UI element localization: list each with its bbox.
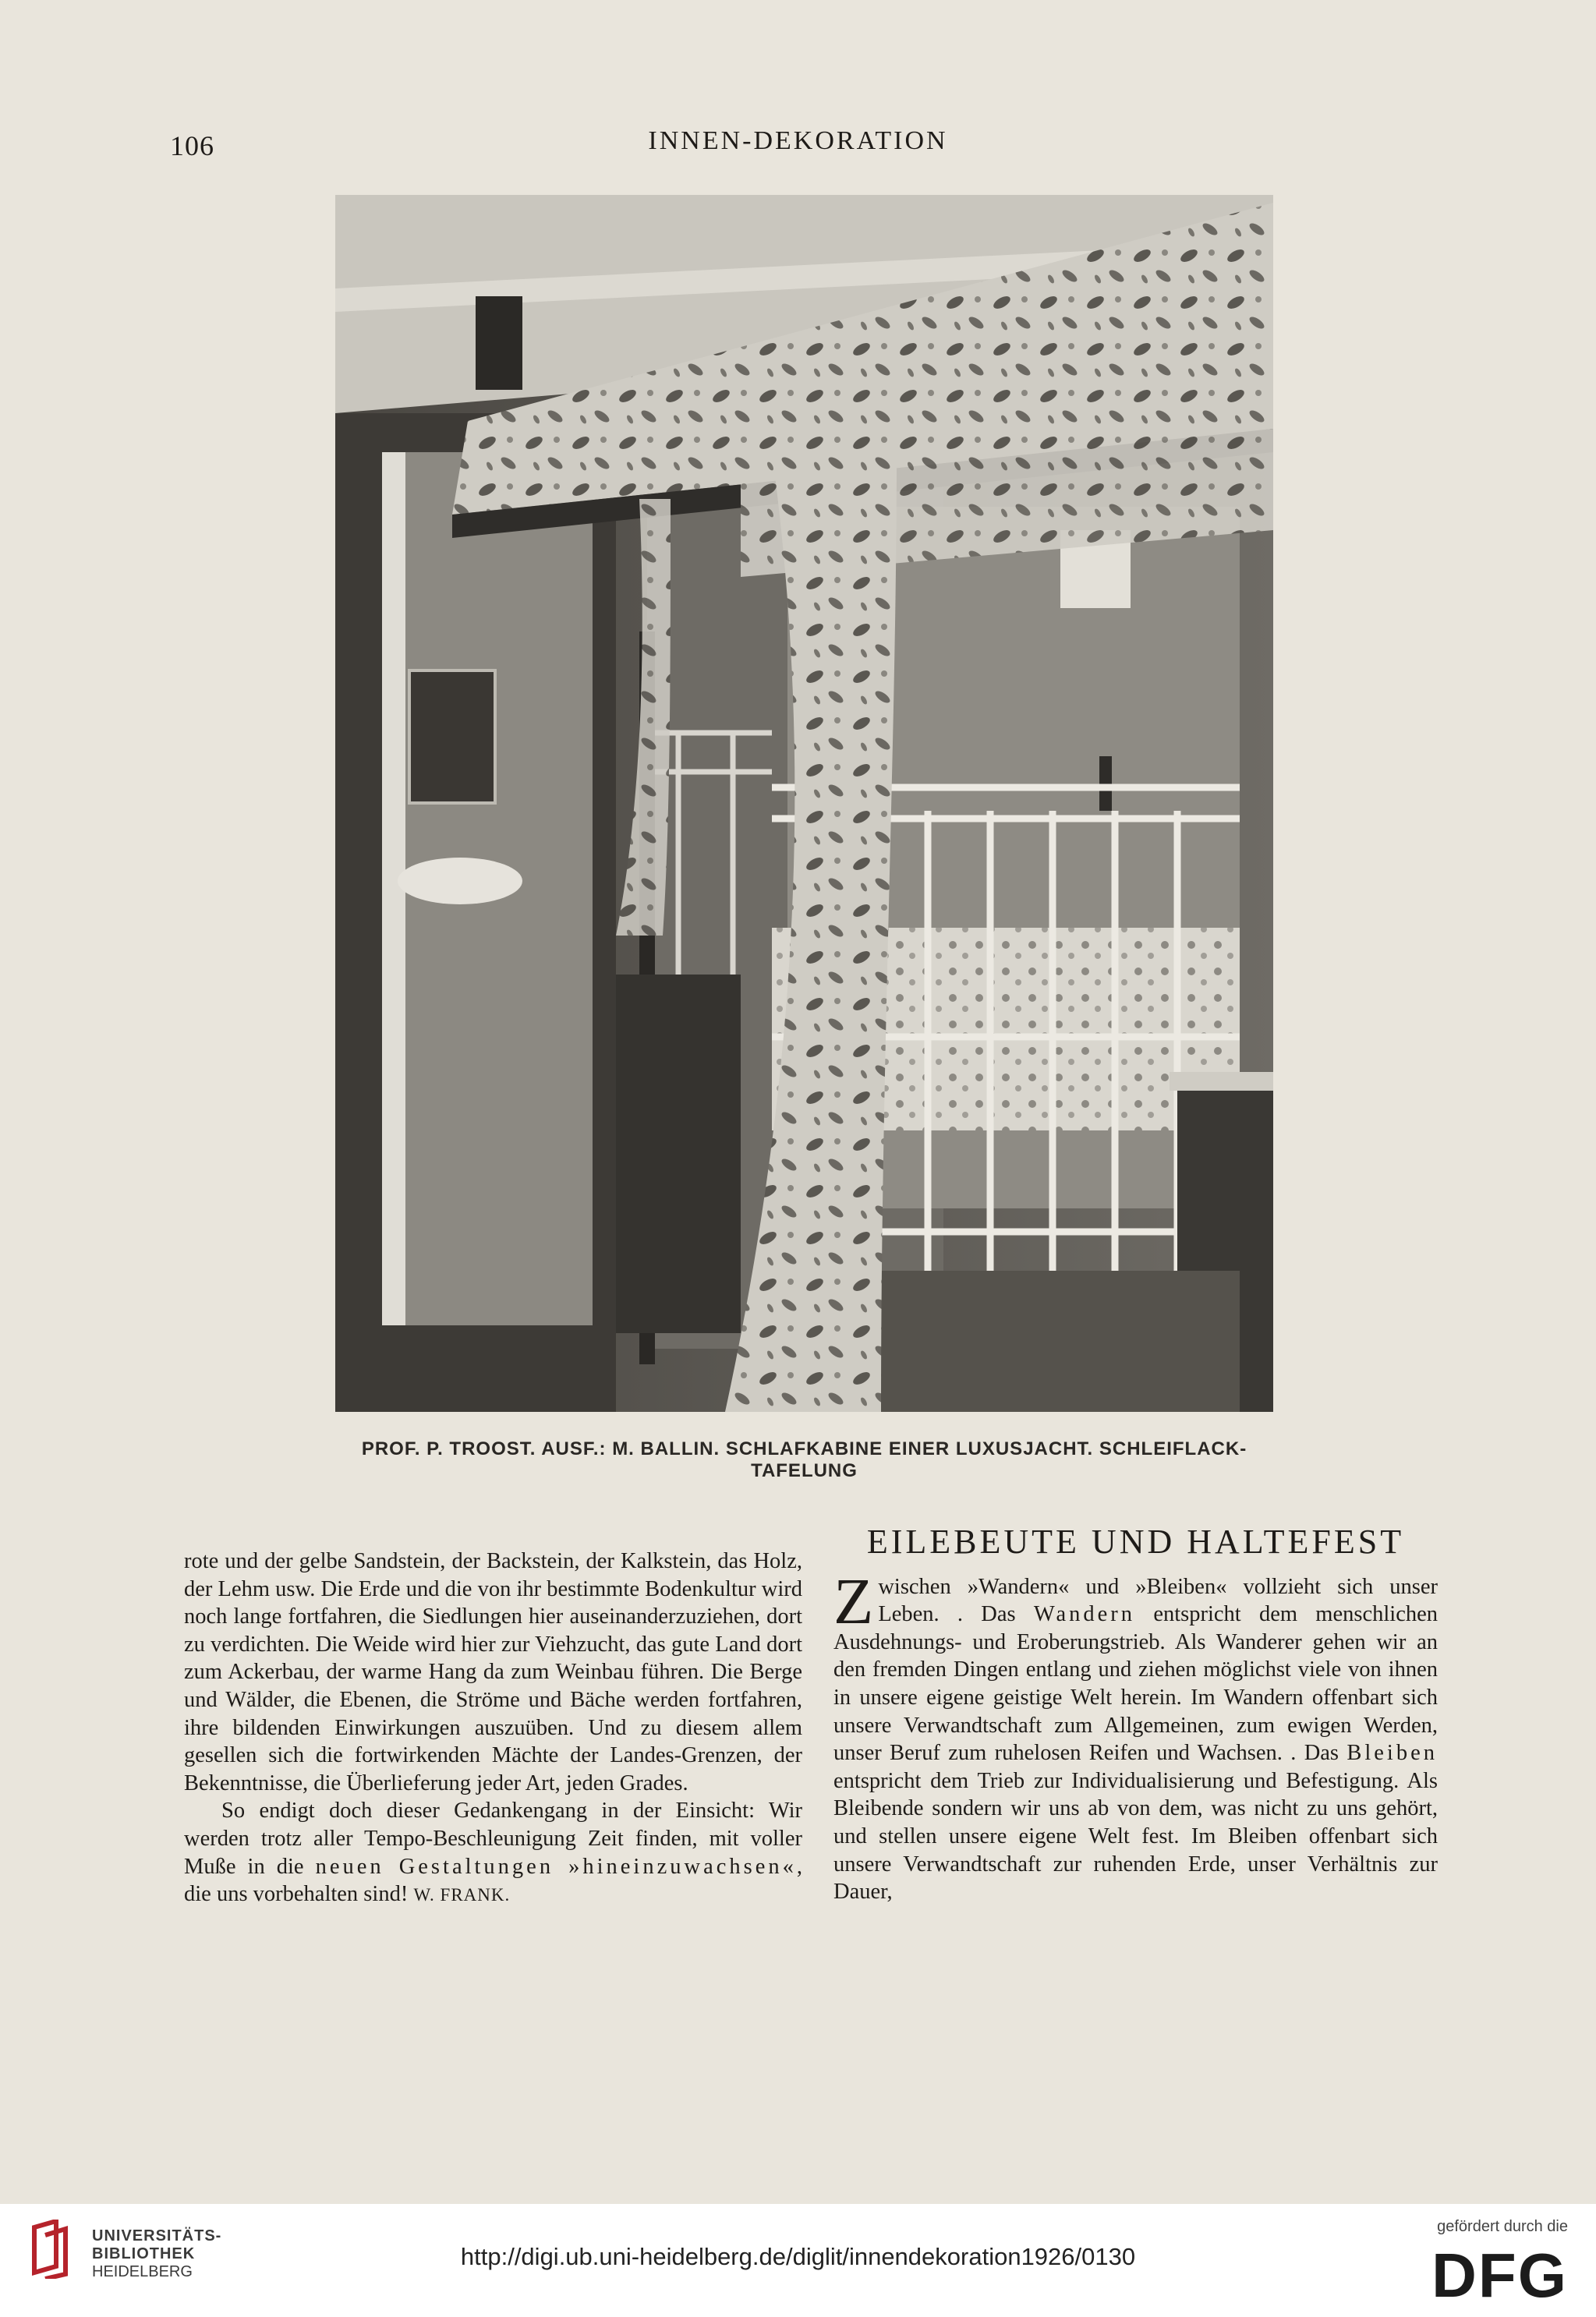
drop-cap: Z bbox=[833, 1565, 874, 1638]
left-paragraph-2 bbox=[184, 1797, 802, 1908]
running-head: INNEN-DEKORATION bbox=[648, 126, 948, 155]
right-paragraph bbox=[833, 1565, 1439, 1906]
article-heading: EILEBEUTE UND HALTEFEST bbox=[866, 1523, 1405, 1561]
library-line-1: UNIVERSITÄTS- bbox=[92, 2227, 222, 2244]
spaced-word-wandern: Wandern bbox=[1033, 1602, 1136, 1627]
figure-caption: PROF. P. TROOST. AUSF.: M. BALLIN. SCHLAFKABINE EINER LUXUSJACHT. SCHLEIFLACK-TAFELUNG bbox=[361, 1438, 1247, 1481]
library-line-3: HEIDELBERG bbox=[92, 2263, 193, 2280]
left-text-column bbox=[184, 1548, 802, 1909]
right-text-column bbox=[833, 1523, 1439, 1906]
right-text-1: wischen »Wandern« und »Bleiben« vollzieht sich unser Leben. . Das bbox=[878, 1574, 1438, 1627]
footer-bar bbox=[0, 2204, 1596, 2317]
left-paragraph-2-start: So endigt doch dieser Gedankengang in der Einsicht: Wir werden trotz aller Tempo-Beschleunigung Zeit finden, mit voller Muße in die bbox=[184, 1799, 802, 1879]
right-text-3: entspricht dem Trieb zur Individualisierung und Befestigung. Als Bleibende sondern wir uns ab von dem, was nicht zu uns gehört, und stellen unsere eigene Welt fest. Im Bleiben offenbart sich unsere Verwandtschaft zur ruhenden Erde, unser Verhältnis zur Dauer, bbox=[833, 1768, 1438, 1905]
dfg-logo: DFG bbox=[1431, 2241, 1568, 2310]
spaced-phrase: neuen Gestaltungen »hineinzuwachsen« bbox=[315, 1854, 797, 1879]
left-paragraph-2-end: , die uns vorbehalten sind! bbox=[184, 1854, 802, 1907]
funding-note: gefördert durch die bbox=[1437, 2218, 1568, 2235]
author-signature: W. FRANK. bbox=[413, 1885, 511, 1905]
library-line-2: BIBLIOTHEK bbox=[92, 2245, 196, 2262]
right-text-2: entspricht dem menschlichen Ausdehnungs- und Eroberungstrieb. Als Wanderer gehen wir an den fremden Dingen entlang und ziehen möglichst viele von ihnen in unsere eigene geistige Welt herein. Im Wandern offenbart sich unsere Verwandtschaft zum Allgemeinen, zum ewigen Werden, unser Beruf zum ruhelosen Reifen und Wachsen. . Das bbox=[833, 1602, 1439, 1766]
left-paragraph-1: rote und der gelbe Sandstein, der Backstein, der Kalkstein, das Holz, der Lehm usw. Die Erde und die von ihr bestimmte Bodenkultur wird noch lange fortfahren, die Siedlungen hier auseinanderzuziehen, dort zu verdichten. Die Weide wird hier zur Viehzucht, das gute Land dort zum Ackerbau, der warme Hang da zum Weinbau führen. Die Berge und Wälder, die Ebenen, die Ströme und Bäche werden fortfahren, ihre bildenden Einwirkungen auszuüben. Und zu diesem allem gesellen sich die fortwirkenden Mächte der Landes-Grenzen, der Bekenntnisse, die Überlieferung jeder Art, jeden Grades. bbox=[184, 1549, 802, 1795]
cabin-photograph bbox=[335, 195, 1273, 1412]
spaced-word-bleiben: Bleiben bbox=[1347, 1741, 1439, 1766]
permalink-url[interactable]: http://digi.ub.uni-heidelberg.de/diglit/innendekoration1926/0130 bbox=[460, 2243, 1136, 2270]
page-number: 106 bbox=[170, 130, 214, 161]
